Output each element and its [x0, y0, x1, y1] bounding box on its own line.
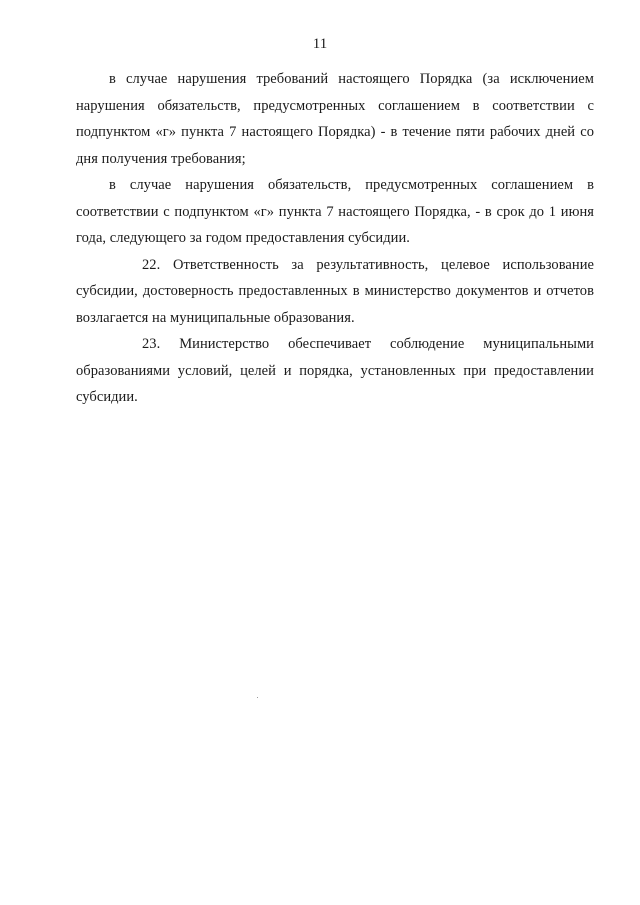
paragraph-text: Ответственность за результативность, целевое использование субсидии, достоверность предоставленных в министерство документов и отчетов возлагается на муниципальные образования. — [76, 256, 594, 326]
paragraph-text: в случае нарушения требований настоящего Порядка (за исключением нарушения обязательств, предусмотренных соглашением в соответствии с подпунктом «г» пункта 7 настоящего Порядка) - в течение пяти рабочих дней со дня получения требования; — [76, 71, 594, 167]
page-number: 11 — [312, 36, 328, 52]
document-body — [76, 66, 594, 411]
paragraph-text: в случае нарушения обязательств, предусмотренных соглашением в соответствии с подпунктом «г» пункта 7 настоящего Порядка, - в срок до 1 июня года, следующего за годом предоставления субсидии. — [76, 177, 594, 246]
paragraph-number: 22. — [142, 256, 161, 273]
scan-speck — [257, 697, 258, 698]
paragraph-violation-requirements — [76, 66, 594, 172]
paragraph-text: Министерство обеспечивает соблюдение муниципальными образованиями условий, целей и порядка, установленных при предоставлении субсидии. — [76, 336, 594, 405]
paragraph-23 — [76, 331, 594, 411]
paragraph-22 — [76, 252, 594, 332]
paragraph-violation-obligations — [76, 172, 594, 252]
paragraph-number: 23. — [142, 336, 161, 352]
